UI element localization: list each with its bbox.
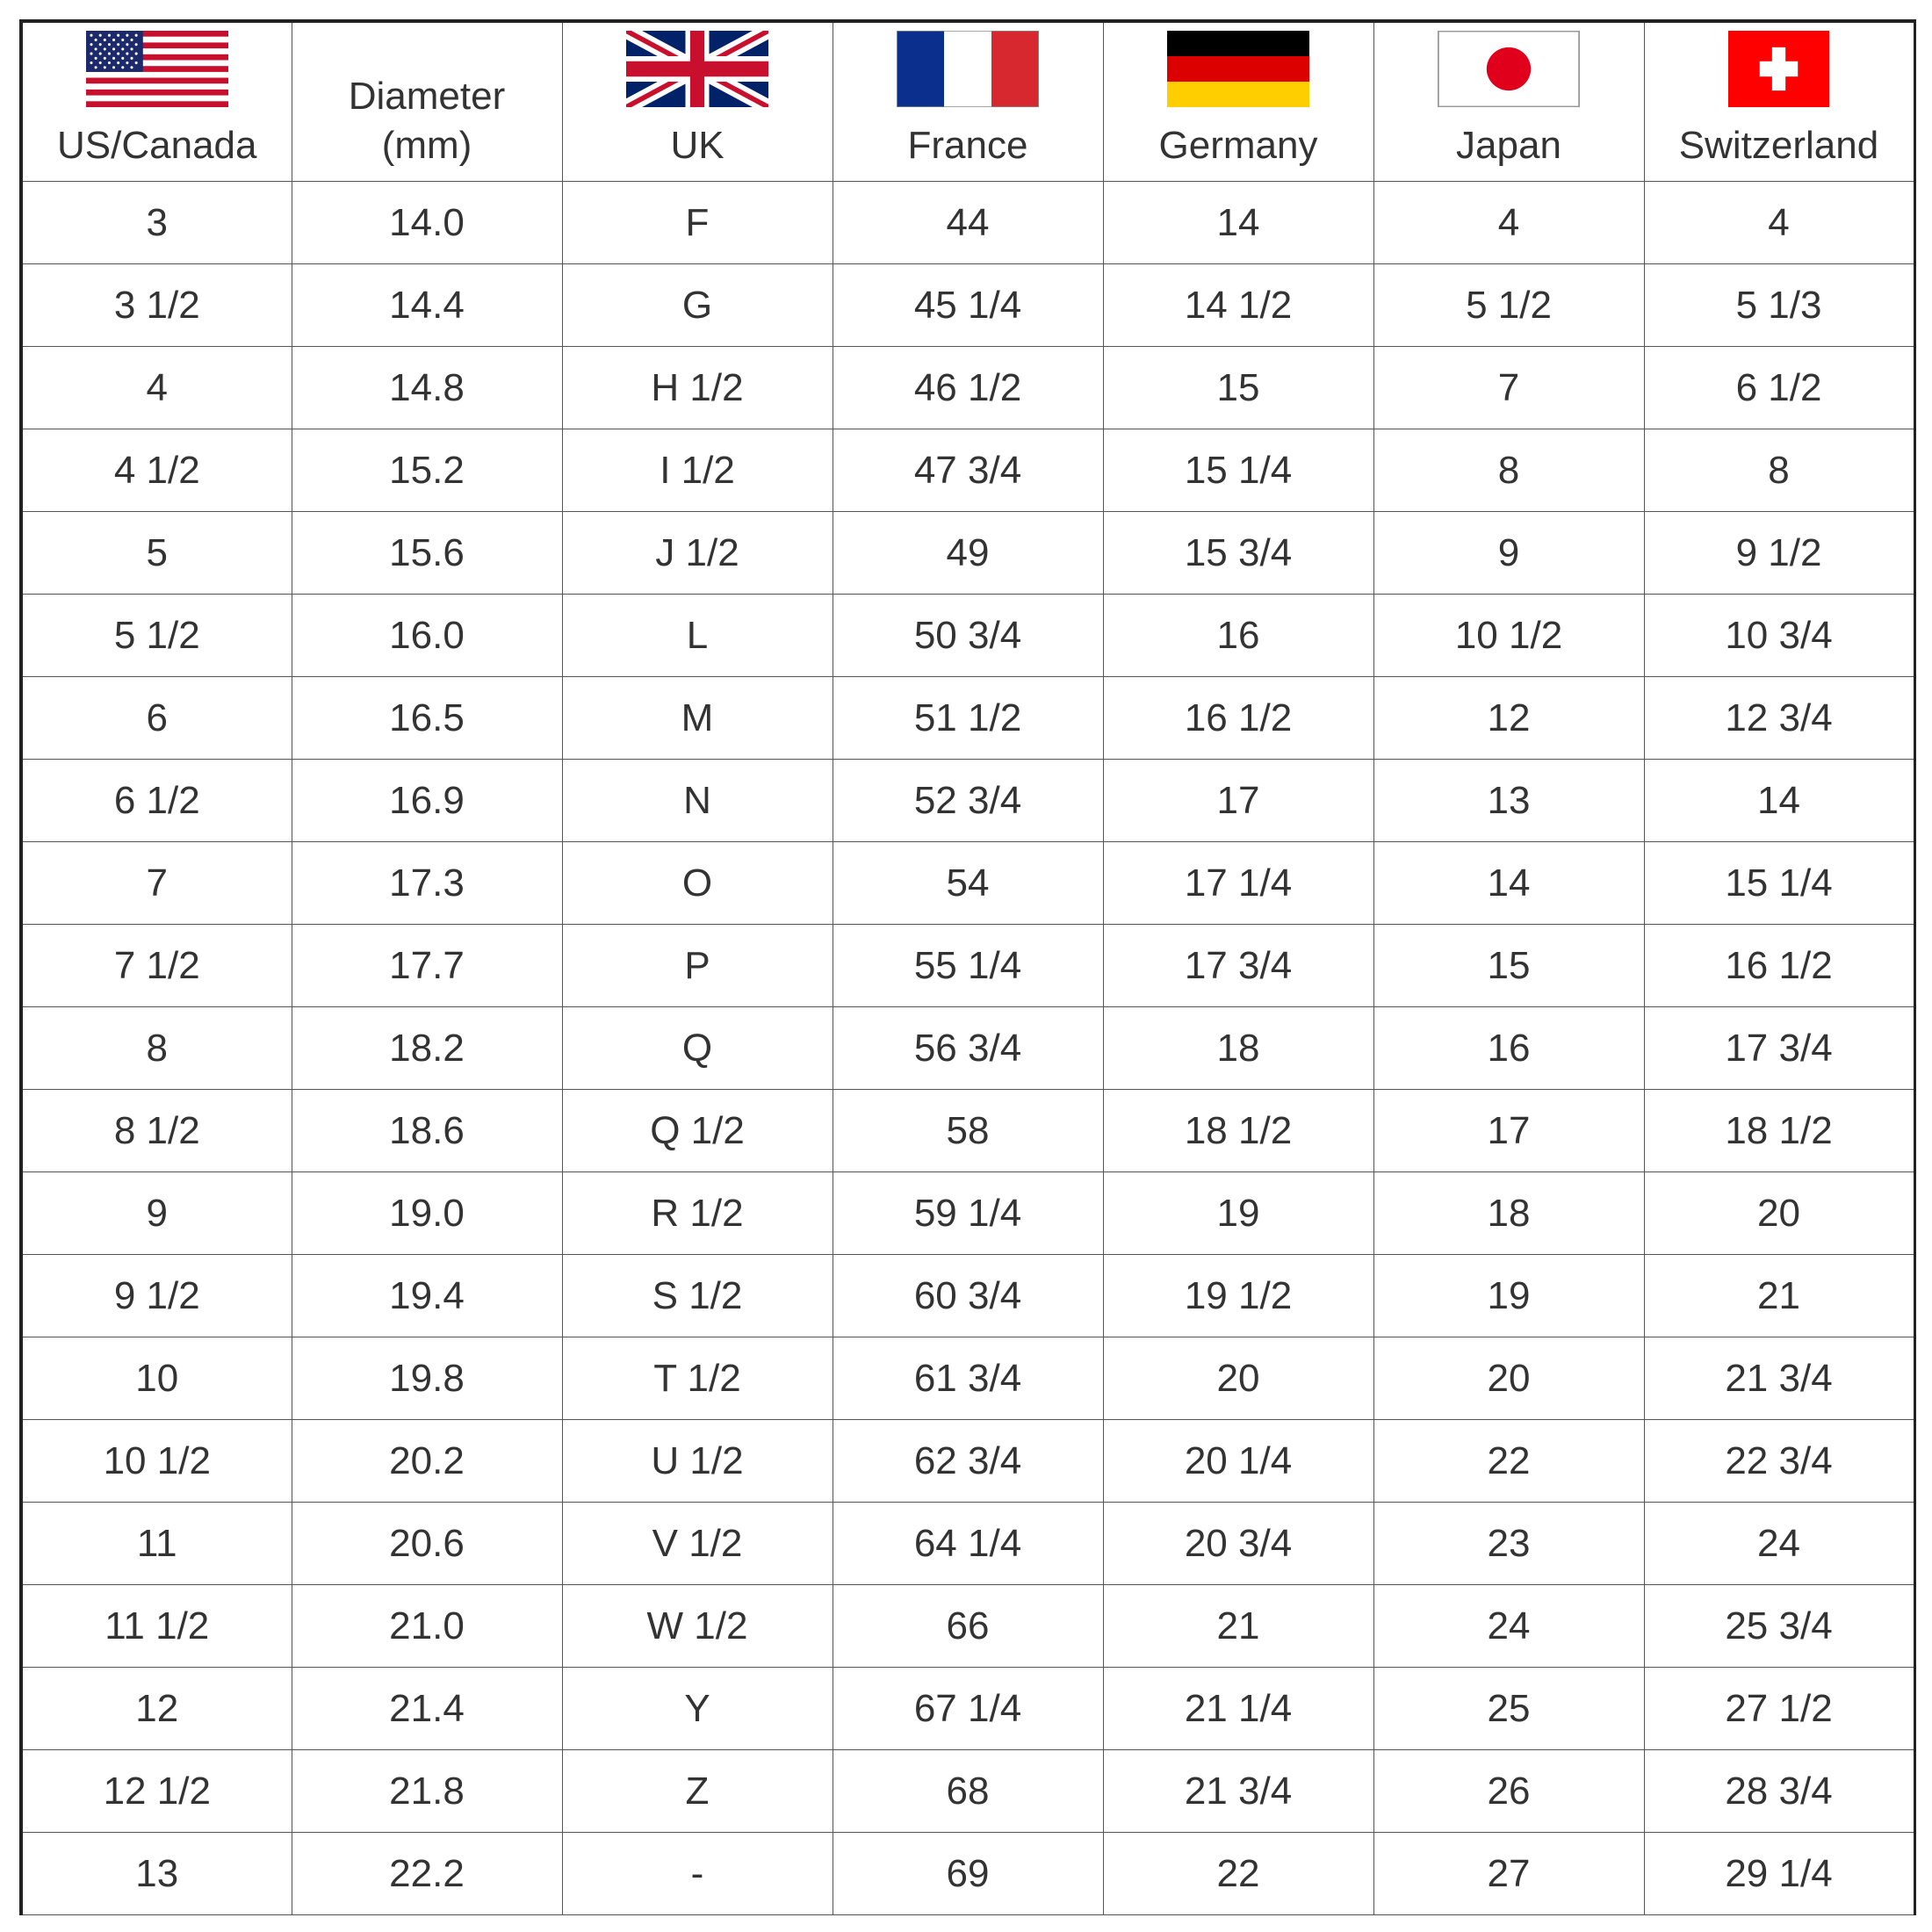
cell-switzerland: 17 3/4: [1644, 1007, 1914, 1090]
table-row: [21, 1337, 1914, 1420]
cell-france: 60 3/4: [833, 1255, 1103, 1337]
cell-japan: 10 1/2: [1373, 595, 1644, 677]
cell-france: 55 1/4: [833, 925, 1103, 1007]
cell-switzerland: 14: [1644, 760, 1914, 842]
cell-diameter-mm: 14.4: [292, 264, 562, 347]
cell-switzerland: 25 3/4: [1644, 1585, 1914, 1668]
table-row: [21, 595, 1914, 677]
cell-us-canada: 11 1/2: [21, 1585, 292, 1668]
switzerland-flag-icon: [1728, 31, 1829, 107]
cell-germany: 21 3/4: [1103, 1750, 1373, 1833]
cell-germany: 22: [1103, 1833, 1373, 1915]
cell-diameter-mm: 19.4: [292, 1255, 562, 1337]
cell-switzerland: 12 3/4: [1644, 677, 1914, 760]
cell-switzerland: 9 1/2: [1644, 512, 1914, 595]
table-row: [21, 1750, 1914, 1833]
cell-france: 69: [833, 1833, 1103, 1915]
cell-diameter-mm: 14.0: [292, 182, 562, 264]
cell-france: 68: [833, 1750, 1103, 1833]
cell-us-canada: 6: [21, 677, 292, 760]
cell-germany: 18 1/2: [1103, 1090, 1373, 1172]
cell-uk: O: [562, 842, 833, 925]
cell-diameter-mm: 18.2: [292, 1007, 562, 1090]
cell-switzerland: 15 1/4: [1644, 842, 1914, 925]
cell-us-canada: 4: [21, 347, 292, 429]
cell-france: 62 3/4: [833, 1420, 1103, 1503]
header-germany: [1103, 21, 1373, 182]
table-row: [21, 1503, 1914, 1585]
cell-us-canada: 5: [21, 512, 292, 595]
cell-japan: 25: [1373, 1668, 1644, 1750]
cell-france: 66: [833, 1585, 1103, 1668]
cell-france: 59 1/4: [833, 1172, 1103, 1255]
table-row: [21, 1668, 1914, 1750]
cell-switzerland: 29 1/4: [1644, 1833, 1914, 1915]
cell-france: 49: [833, 512, 1103, 595]
cell-germany: 20: [1103, 1337, 1373, 1420]
ring-size-table: [19, 19, 1916, 1915]
cell-us-canada: 8: [21, 1007, 292, 1090]
cell-switzerland: 21 3/4: [1644, 1337, 1914, 1420]
cell-japan: 26: [1373, 1750, 1644, 1833]
germany-flag-icon: [1167, 31, 1309, 107]
cell-switzerland: 20: [1644, 1172, 1914, 1255]
cell-us-canada: 3: [21, 182, 292, 264]
header-label-diameter: Diameter: [348, 75, 506, 118]
cell-diameter-mm: 19.8: [292, 1337, 562, 1420]
cell-switzerland: 16 1/2: [1644, 925, 1914, 1007]
cell-uk: Q: [562, 1007, 833, 1090]
cell-us-canada: 9: [21, 1172, 292, 1255]
cell-switzerland: 28 3/4: [1644, 1750, 1914, 1833]
cell-france: 45 1/4: [833, 264, 1103, 347]
japan-flag-icon: [1438, 31, 1580, 107]
cell-uk: R 1/2: [562, 1172, 833, 1255]
cell-japan: 15: [1373, 925, 1644, 1007]
cell-france: 46 1/2: [833, 347, 1103, 429]
ring-size-chart: [19, 19, 1913, 1932]
cell-diameter-mm: 15.6: [292, 512, 562, 595]
cell-france: 67 1/4: [833, 1668, 1103, 1750]
cell-germany: 15 1/4: [1103, 429, 1373, 512]
cell-us-canada: 8 1/2: [21, 1090, 292, 1172]
us-flag-icon: [86, 31, 228, 107]
cell-diameter-mm: 17.7: [292, 925, 562, 1007]
cell-uk: S 1/2: [562, 1255, 833, 1337]
table-row: [21, 1255, 1914, 1337]
cell-diameter-mm: 21.0: [292, 1585, 562, 1668]
cell-switzerland: 6 1/2: [1644, 347, 1914, 429]
cell-france: 51 1/2: [833, 677, 1103, 760]
header-label-switzerland: Switzerland: [1678, 124, 1879, 167]
cell-germany: 17: [1103, 760, 1373, 842]
cell-us-canada: 12 1/2: [21, 1750, 292, 1833]
cell-diameter-mm: 17.3: [292, 842, 562, 925]
cell-japan: 14: [1373, 842, 1644, 925]
cell-diameter-mm: 19.0: [292, 1172, 562, 1255]
cell-japan: 5 1/2: [1373, 264, 1644, 347]
cell-uk: T 1/2: [562, 1337, 833, 1420]
cell-uk: L: [562, 595, 833, 677]
cell-uk: J 1/2: [562, 512, 833, 595]
cell-france: 44: [833, 182, 1103, 264]
table-row: [21, 1090, 1914, 1172]
table-row: [21, 677, 1914, 760]
table-row: [21, 429, 1914, 512]
cell-us-canada: 3 1/2: [21, 264, 292, 347]
table-row: [21, 1007, 1914, 1090]
cell-japan: 20: [1373, 1337, 1644, 1420]
cell-us-canada: 10 1/2: [21, 1420, 292, 1503]
table-row: [21, 512, 1914, 595]
cell-germany: 19: [1103, 1172, 1373, 1255]
cell-uk: M: [562, 677, 833, 760]
cell-diameter-mm: 21.4: [292, 1668, 562, 1750]
cell-us-canada: 6 1/2: [21, 760, 292, 842]
cell-france: 54: [833, 842, 1103, 925]
cell-japan: 19: [1373, 1255, 1644, 1337]
cell-us-canada: 11: [21, 1503, 292, 1585]
cell-japan: 13: [1373, 760, 1644, 842]
cell-germany: 21: [1103, 1585, 1373, 1668]
cell-uk: N: [562, 760, 833, 842]
cell-diameter-mm: 21.8: [292, 1750, 562, 1833]
header-japan: [1373, 21, 1644, 182]
cell-japan: 7: [1373, 347, 1644, 429]
cell-japan: 9: [1373, 512, 1644, 595]
cell-germany: 21 1/4: [1103, 1668, 1373, 1750]
cell-uk: P: [562, 925, 833, 1007]
table-row: [21, 264, 1914, 347]
cell-germany: 18: [1103, 1007, 1373, 1090]
cell-uk: Q 1/2: [562, 1090, 833, 1172]
table-row: [21, 1172, 1914, 1255]
cell-us-canada: 7 1/2: [21, 925, 292, 1007]
cell-uk: H 1/2: [562, 347, 833, 429]
cell-uk: V 1/2: [562, 1503, 833, 1585]
cell-japan: 4: [1373, 182, 1644, 264]
cell-japan: 23: [1373, 1503, 1644, 1585]
cell-uk: U 1/2: [562, 1420, 833, 1503]
header-us-canada: [21, 21, 292, 182]
cell-germany: 17 3/4: [1103, 925, 1373, 1007]
cell-france: 61 3/4: [833, 1337, 1103, 1420]
header-switzerland: [1644, 21, 1914, 182]
cell-switzerland: 27 1/2: [1644, 1668, 1914, 1750]
table-row: [21, 1833, 1914, 1915]
cell-japan: 24: [1373, 1585, 1644, 1668]
cell-diameter-mm: 16.0: [292, 595, 562, 677]
cell-germany: 14: [1103, 182, 1373, 264]
cell-diameter-mm: 14.8: [292, 347, 562, 429]
ring-size-rows: [21, 182, 1914, 1915]
cell-france: 50 3/4: [833, 595, 1103, 677]
table-row: [21, 1585, 1914, 1668]
header-label-germany: Germany: [1158, 124, 1318, 167]
header-label-france: France: [907, 124, 1028, 167]
cell-japan: 16: [1373, 1007, 1644, 1090]
cell-germany: 16 1/2: [1103, 677, 1373, 760]
cell-us-canada: 5 1/2: [21, 595, 292, 677]
cell-germany: 15 3/4: [1103, 512, 1373, 595]
france-flag-icon: [897, 31, 1039, 107]
cell-diameter-mm: 15.2: [292, 429, 562, 512]
cell-uk: Z: [562, 1750, 833, 1833]
cell-diameter-mm: 20.2: [292, 1420, 562, 1503]
cell-switzerland: 10 3/4: [1644, 595, 1914, 677]
cell-france: 52 3/4: [833, 760, 1103, 842]
cell-japan: 12: [1373, 677, 1644, 760]
cell-germany: 17 1/4: [1103, 842, 1373, 925]
cell-germany: 19 1/2: [1103, 1255, 1373, 1337]
cell-switzerland: 24: [1644, 1503, 1914, 1585]
cell-us-canada: 4 1/2: [21, 429, 292, 512]
cell-us-canada: 7: [21, 842, 292, 925]
cell-germany: 20 3/4: [1103, 1503, 1373, 1585]
cell-france: 64 1/4: [833, 1503, 1103, 1585]
cell-diameter-mm: 16.9: [292, 760, 562, 842]
cell-diameter-mm: 20.6: [292, 1503, 562, 1585]
cell-switzerland: 8: [1644, 429, 1914, 512]
cell-diameter-mm: 16.5: [292, 677, 562, 760]
cell-japan: 22: [1373, 1420, 1644, 1503]
cell-diameter-mm: 18.6: [292, 1090, 562, 1172]
cell-germany: 16: [1103, 595, 1373, 677]
cell-switzerland: 4: [1644, 182, 1914, 264]
table-row: [21, 182, 1914, 264]
cell-diameter-mm: 22.2: [292, 1833, 562, 1915]
table-row: [21, 842, 1914, 925]
header-row: [21, 21, 1914, 182]
cell-switzerland: 22 3/4: [1644, 1420, 1914, 1503]
cell-france: 56 3/4: [833, 1007, 1103, 1090]
cell-uk: -: [562, 1833, 833, 1915]
cell-uk: G: [562, 264, 833, 347]
header-uk: [562, 21, 833, 182]
table-row: [21, 760, 1914, 842]
uk-flag-icon: [626, 31, 768, 107]
header-diameter: [292, 21, 562, 182]
cell-uk: W 1/2: [562, 1585, 833, 1668]
cell-germany: 14 1/2: [1103, 264, 1373, 347]
header-label-us-canada: US/Canada: [57, 124, 257, 167]
cell-france: 58: [833, 1090, 1103, 1172]
cell-switzerland: 18 1/2: [1644, 1090, 1914, 1172]
header-label-diameter-unit: (mm): [381, 124, 472, 167]
cell-uk: F: [562, 182, 833, 264]
header-label-japan: Japan: [1456, 124, 1561, 167]
cell-japan: 17: [1373, 1090, 1644, 1172]
cell-japan: 27: [1373, 1833, 1644, 1915]
cell-france: 47 3/4: [833, 429, 1103, 512]
cell-us-canada: 13: [21, 1833, 292, 1915]
cell-switzerland: 5 1/3: [1644, 264, 1914, 347]
cell-japan: 18: [1373, 1172, 1644, 1255]
header-label-uk: UK: [670, 124, 724, 167]
cell-uk: I 1/2: [562, 429, 833, 512]
cell-germany: 20 1/4: [1103, 1420, 1373, 1503]
table-row: [21, 1420, 1914, 1503]
cell-us-canada: 10: [21, 1337, 292, 1420]
cell-switzerland: 21: [1644, 1255, 1914, 1337]
cell-uk: Y: [562, 1668, 833, 1750]
cell-germany: 15: [1103, 347, 1373, 429]
header-france: [833, 21, 1103, 182]
cell-japan: 8: [1373, 429, 1644, 512]
cell-us-canada: 12: [21, 1668, 292, 1750]
table-row: [21, 347, 1914, 429]
table-row: [21, 925, 1914, 1007]
cell-us-canada: 9 1/2: [21, 1255, 292, 1337]
